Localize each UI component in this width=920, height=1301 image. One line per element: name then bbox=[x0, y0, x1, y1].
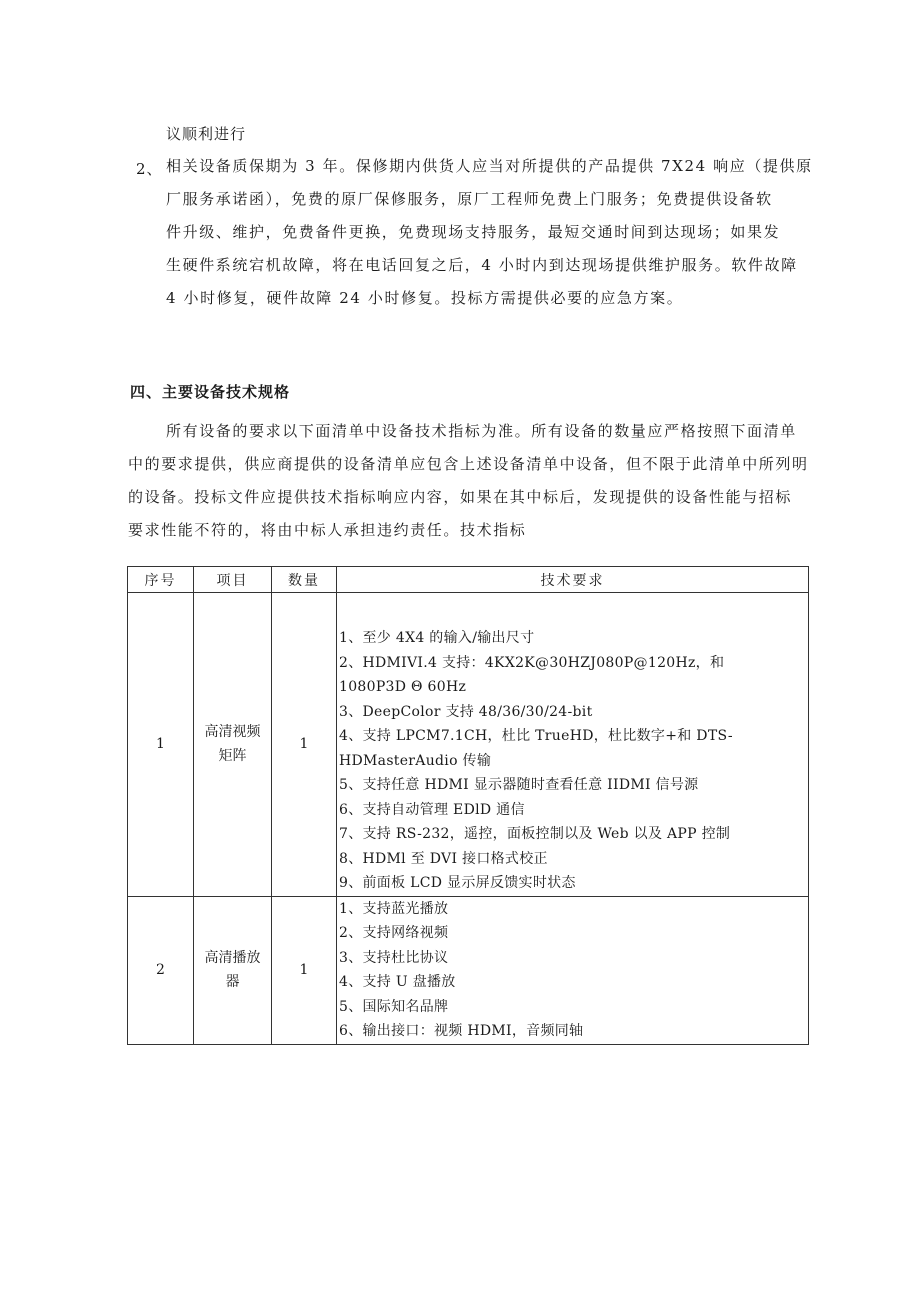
paragraph-line: 生硬件系统宕机故障，将在电话回复之后，4 小时内到达现场提供维护服务。软件故障 bbox=[166, 256, 798, 274]
requirement-line: 2、HDMIVI.4 支持：4KX2K@30HZJ080P@120Hz，和 bbox=[339, 654, 725, 671]
table-row bbox=[128, 593, 809, 897]
requirement-line: 8、HDMl 至 DVI 接口格式校正 bbox=[339, 850, 548, 867]
intro-paragraph bbox=[128, 415, 810, 547]
paragraph-line: 中的要求提供，供应商提供的设备清单应包含上述设备清单中设备，但不限于此清单中所列明 bbox=[128, 455, 809, 473]
header-qty: 数量 bbox=[272, 567, 337, 593]
requirement-line: 5、支持任意 HDMI 显示器随时查看任意 IIDMI 信号源 bbox=[339, 777, 699, 793]
requirement-line: 7、支持 RS-232，遥控，面板控制以及 Web 以及 APP 控制 bbox=[339, 826, 731, 842]
paragraph-line: 件升级、维护，免费备件更换，免费现场支持服务，最短交通时间到达现场；如果发 bbox=[166, 223, 781, 241]
requirement-line: HDMasterAudio 传输 bbox=[339, 752, 492, 769]
paragraph-line: 所有设备的要求以下面清单中设备技术指标为准。所有设备的数量应严格按照下面清单 bbox=[166, 422, 797, 440]
requirement-line: 9、前面板 LCD 显示屏反馈实时状态 bbox=[339, 875, 576, 891]
header-requirements: 技术要求 bbox=[337, 567, 809, 593]
cell-item bbox=[194, 593, 272, 897]
requirement-line: 6、支持自动管理 EDlD 通信 bbox=[339, 801, 525, 818]
requirement-line: 1、至少 4X4 的输入/输出尺寸 bbox=[339, 630, 535, 646]
paragraph-line: 要求性能不符的，将由中标人承担违约责任。技术指标 bbox=[128, 521, 527, 539]
paragraph-line: 相关设备质保期为 3 年。保修期内供货人应当对所提供的产品提供 7X24 响应（提供原 bbox=[166, 157, 813, 175]
cell-requirements bbox=[337, 593, 809, 897]
header-index: 序号 bbox=[128, 567, 194, 593]
paragraph-line: 厂服务承诺函），免费的原厂保修服务，原厂工程师免费上门服务；免费提供设备软 bbox=[166, 190, 773, 208]
section-heading: 四、主要设备技术规格 bbox=[130, 383, 291, 401]
requirement-line: 3、DeepColor 支持 48/36/30/24-bit bbox=[339, 703, 593, 720]
warranty-paragraph bbox=[166, 150, 813, 315]
continuation-text: 议顺利进行 bbox=[166, 125, 247, 143]
requirement-line: 2、支持网络视频 bbox=[339, 925, 449, 941]
requirement-line: 1080P3D Θ 60Hz bbox=[339, 679, 467, 695]
item-line: 矩阵 bbox=[218, 748, 247, 765]
paragraph-line: 的设备。投标文件应提供技术指标响应内容，如果在其中标后，发现提供的设备性能与招标 bbox=[128, 488, 793, 506]
requirement-line: 4、支持 U 盘播放 bbox=[339, 974, 456, 990]
paragraph-line: 4 小时修复，硬件故障 24 小时修复。投标方需提供必要的应急方案。 bbox=[166, 289, 684, 307]
cell-item bbox=[194, 896, 272, 1044]
item-line: 器 bbox=[225, 974, 240, 990]
table-row bbox=[128, 896, 809, 1044]
cell-qty: 1 bbox=[272, 896, 337, 1044]
table-header-row bbox=[128, 567, 809, 593]
cell-qty: 1 bbox=[272, 593, 337, 897]
requirement-line: 6、输出接口：视频 HDMI，音频同轴 bbox=[339, 1023, 584, 1039]
requirement-line: 4、支持 LPCM7.1CH，杜比 TrueHD，杜比数字+和 DTS- bbox=[339, 728, 733, 744]
cell-index: 2 bbox=[128, 896, 194, 1044]
requirement-line: 3、支持杜比协议 bbox=[339, 949, 449, 966]
item-line: 高清视频 bbox=[204, 724, 261, 741]
list-item-number: 2、 bbox=[136, 160, 163, 178]
header-item: 项目 bbox=[194, 567, 272, 593]
cell-requirements bbox=[337, 896, 809, 1044]
requirement-line: 1、支持蓝光播放 bbox=[339, 900, 449, 917]
spec-table bbox=[127, 566, 809, 1045]
item-line: 高清播放 bbox=[204, 950, 261, 966]
requirement-line: 5、国际知名品牌 bbox=[339, 998, 449, 1015]
cell-index: 1 bbox=[128, 593, 194, 897]
